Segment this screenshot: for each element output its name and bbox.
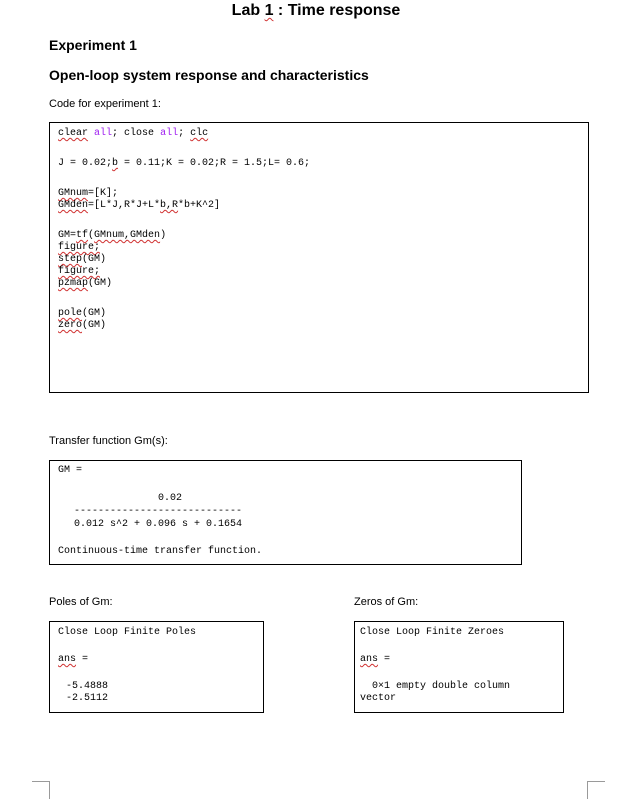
poles-label: Poles of Gm: xyxy=(49,596,113,608)
code-line-6: figure; xyxy=(58,242,101,253)
title-prefix: Lab xyxy=(231,2,265,19)
tf-label: Transfer function Gm(s): xyxy=(49,435,168,447)
page-corner-mark-left xyxy=(32,781,50,799)
code-label: Code for experiment 1: xyxy=(49,98,161,110)
poles-heading: Close Loop Finite Poles xyxy=(58,627,197,638)
code-line-2: J = 0.02;b = 0.11;K = 0.02;R = 1.5;L= 0.6; xyxy=(58,158,311,169)
zeros-label: Zeros of Gm: xyxy=(354,596,419,608)
poles-ans: ans = xyxy=(58,654,89,665)
experiment-heading: Experiment 1 xyxy=(49,37,137,53)
zeros-heading: Close Loop Finite Zeroes xyxy=(360,627,505,638)
tf-numerator: 0.02 xyxy=(158,493,183,504)
code-line-1: clear all; close all; clc xyxy=(58,128,209,139)
pole-value-2: -2.5112 xyxy=(66,693,109,704)
code-line-10: pole(GM) xyxy=(58,308,107,319)
tf-fraction-bar: ---------------------------- xyxy=(74,506,243,517)
code-line-9: pzmap(GM) xyxy=(58,278,113,289)
title-suffix: : Time response xyxy=(273,2,401,19)
poles-box xyxy=(49,621,264,713)
tf-gm: GM = xyxy=(58,465,83,476)
page-title xyxy=(0,2,632,20)
tf-box xyxy=(49,460,522,565)
zero-value-line-1: 0×1 empty double column xyxy=(372,681,511,692)
code-line-11: zero(GM) xyxy=(58,320,107,331)
title-number: 1 xyxy=(264,2,274,19)
zero-value-line-2: vector xyxy=(360,693,397,704)
zeros-ans: ans = xyxy=(360,654,391,665)
zeros-box xyxy=(354,621,564,713)
code-line-4: GMden=[L*J,R*J+L*b,R*b+K^2] xyxy=(58,200,221,211)
code-line-3: GMnum=[K]; xyxy=(58,188,119,199)
code-line-8: figure; xyxy=(58,266,101,277)
tf-denominator: 0.012 s^2 + 0.096 s + 0.1654 xyxy=(74,519,243,530)
code-box xyxy=(49,122,589,393)
pole-value-1: -5.4888 xyxy=(66,681,109,692)
tf-note: Continuous-time transfer function. xyxy=(58,546,263,557)
code-line-5: GM=tf(GMnum,GMden) xyxy=(58,230,167,241)
page-corner-mark-right xyxy=(587,781,605,799)
code-line-7: step(GM) xyxy=(58,254,107,265)
section-subtitle: Open-loop system response and characteristics xyxy=(49,67,369,83)
